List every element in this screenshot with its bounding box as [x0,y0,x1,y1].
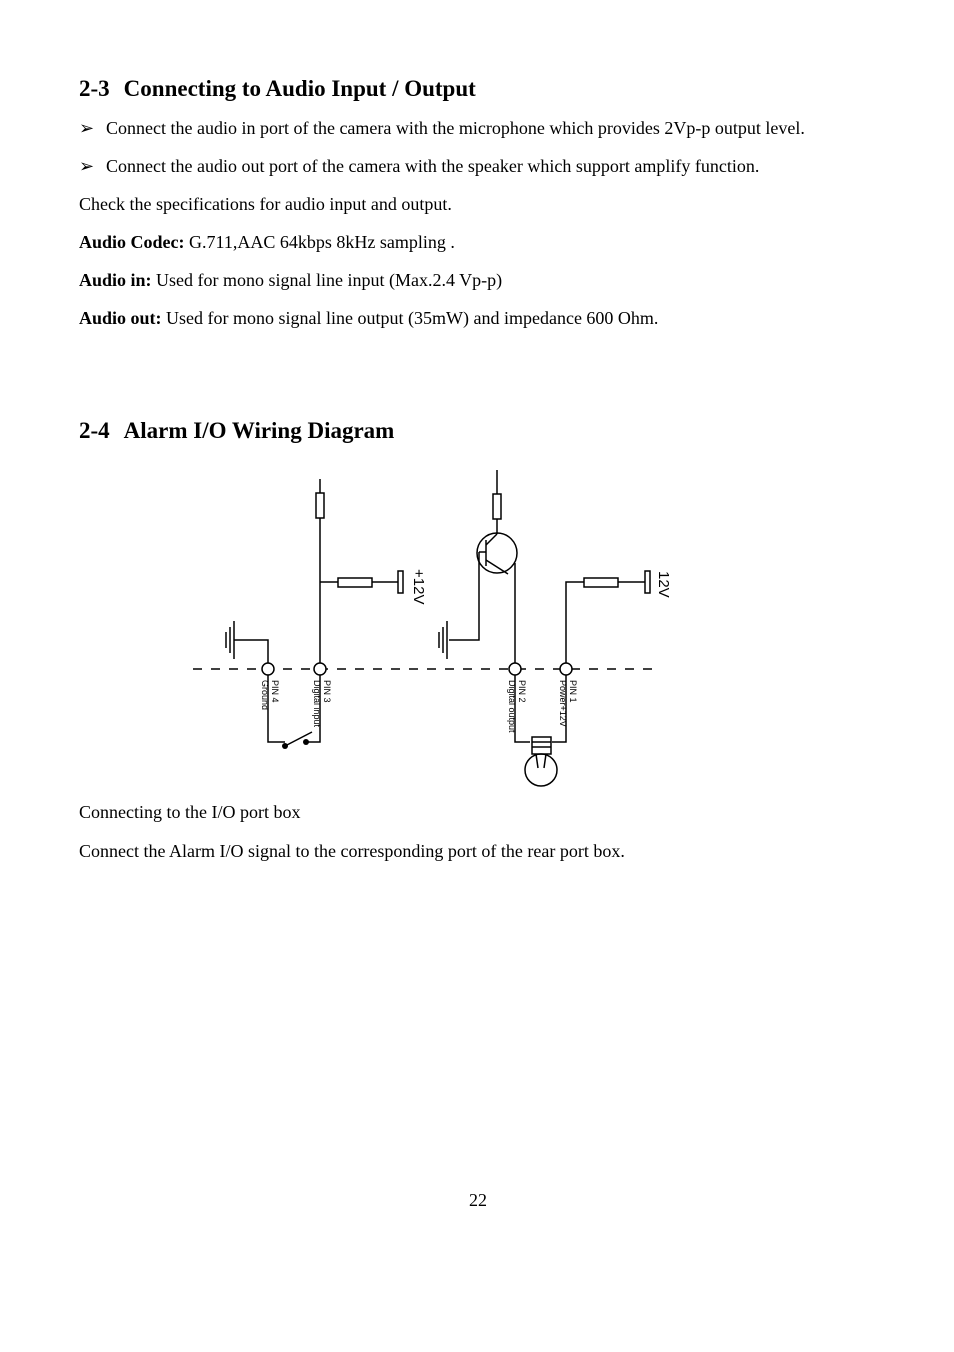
pin-label: PIN 3 [322,680,332,703]
spec-value: G.711,AAC 64kbps 8kHz sampling . [184,232,455,252]
section-number: 2-4 [79,418,110,443]
pin3-connector [314,663,326,675]
voltage-label-right: 12V [655,571,672,598]
arrow-bullet-icon: ➢ [79,156,95,176]
section-number: 2-3 [79,76,110,101]
check-spec-text: Check the specifications for audio input and output. [79,194,452,214]
pin-name-label: Ground [260,680,270,711]
spec-label: Audio in: [79,270,152,290]
pin-label: PIN 1 [568,680,578,703]
diagram-caption: Connecting to the I/O port box [79,802,301,822]
resistor-icon [338,578,372,587]
alarm-instruction: Connect the Alarm I/O signal to the corresponding port of the rear port box. [79,841,625,861]
spec-value: Used for mono signal line output (35mW) and impedance 600 Ohm. [161,308,659,328]
resistor-icon [584,578,618,587]
pin-label: PIN 2 [517,680,527,703]
pin-name-label: Digital output [507,680,517,733]
voltage-label-left: +12V [410,569,427,605]
spec-label: Audio Codec: [79,232,185,252]
pin2-connector [509,663,521,675]
pin-label: PIN 4 [270,680,280,703]
arrow-bullet-icon: ➢ [79,118,95,138]
pin1-connector [560,663,572,675]
section-title: Connecting to Audio Input / Output [123,76,476,101]
section-title: Alarm I/O Wiring Diagram [123,418,395,443]
terminal-icon [398,571,403,593]
spec-value: Used for mono signal line input (Max.2.4 Vp-p) [151,270,503,290]
lamp-socket-icon [532,737,551,754]
resistor-icon [493,494,501,519]
pin-name-label: Power+12V [558,680,568,727]
terminal-icon [645,571,650,593]
bullet-text: Connect the audio out port of the camera with the speaker which support amplify function. [106,156,760,176]
page-number: 22 [469,1190,487,1210]
resistor-icon [316,493,324,518]
pin4-connector [262,663,274,675]
pin-name-label: Digital input [312,680,322,728]
bullet-text: Connect the audio in port of the camera with the microphone which provides 2Vp-p output level. [106,118,805,138]
lamp-icon [525,754,557,786]
spec-label: Audio out: [79,308,162,328]
